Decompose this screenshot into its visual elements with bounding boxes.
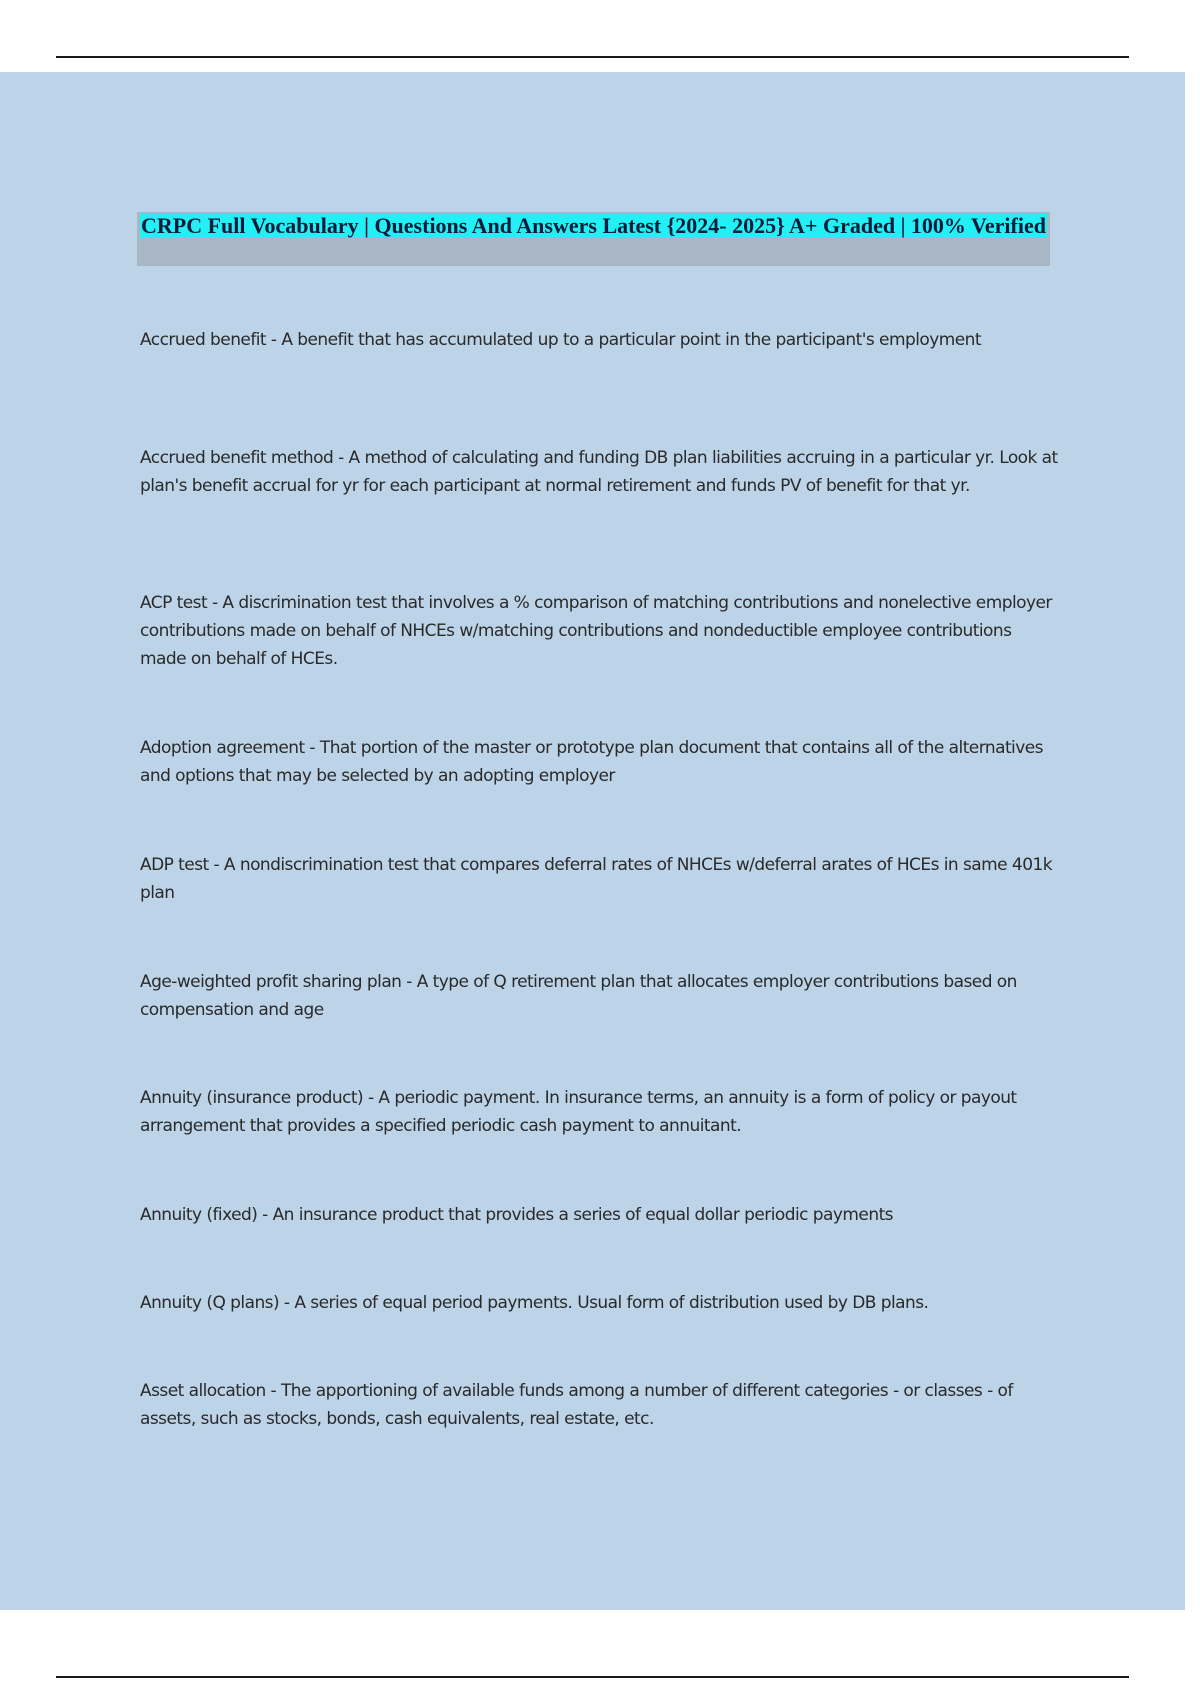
header-rule bbox=[56, 56, 1129, 58]
vocab-entry: Annuity (insurance product) - A periodic payment. In insurance terms, an annuity is a form of policy or payout arrangement that provides a specified periodic cash payment to annuitant. bbox=[140, 1088, 1017, 1136]
vocab-entry: Asset allocation - The apportioning of available funds among a number of different categories - or classes - of assets, such as stocks, bonds, cash equivalents, real estate, etc. bbox=[140, 1381, 1013, 1429]
document-title: CRPC Full Vocabulary | Questions And Answers Latest {2024- 2025} A+ Graded | 100% Verified bbox=[141, 213, 1046, 238]
footer-rule bbox=[56, 1676, 1129, 1678]
vocab-entry: ADP test - A nondiscrimination test that compares deferral rates of NHCEs w/deferral arates of HCEs in same 401k plan bbox=[140, 855, 1053, 903]
vocab-entry: Annuity (fixed) - An insurance product that provides a series of equal dollar periodic payments bbox=[140, 1205, 893, 1225]
vocab-entry: Age-weighted profit sharing plan - A type of Q retirement plan that allocates employer contributions based on compensation and age bbox=[140, 972, 1017, 1020]
vocab-entry: Annuity (Q plans) - A series of equal period payments. Usual form of distribution used by DB plans. bbox=[140, 1293, 929, 1313]
vocab-entry: ACP test - A discrimination test that involves a % comparison of matching contributions and nonelective employer contributions made on behalf of NHCEs w/matching contributions and nondeductible employee contributions made on behalf of HCEs. bbox=[140, 593, 1052, 669]
vocab-entry: Accrued benefit - A benefit that has accumulated up to a particular point in the participant's employment bbox=[140, 330, 982, 350]
vocab-entry: Accrued benefit method - A method of calculating and funding DB plan liabilities accruing in a particular yr. Look at plan's benefit accrual for yr for each participant at normal retirement and funds PV of benefit for that yr. bbox=[140, 448, 1058, 496]
vocab-entry: Adoption agreement - That portion of the master or prototype plan document that contains all of the alternatives and options that may be selected by an adopting employer bbox=[140, 738, 1043, 786]
document-title-box bbox=[137, 212, 1050, 266]
